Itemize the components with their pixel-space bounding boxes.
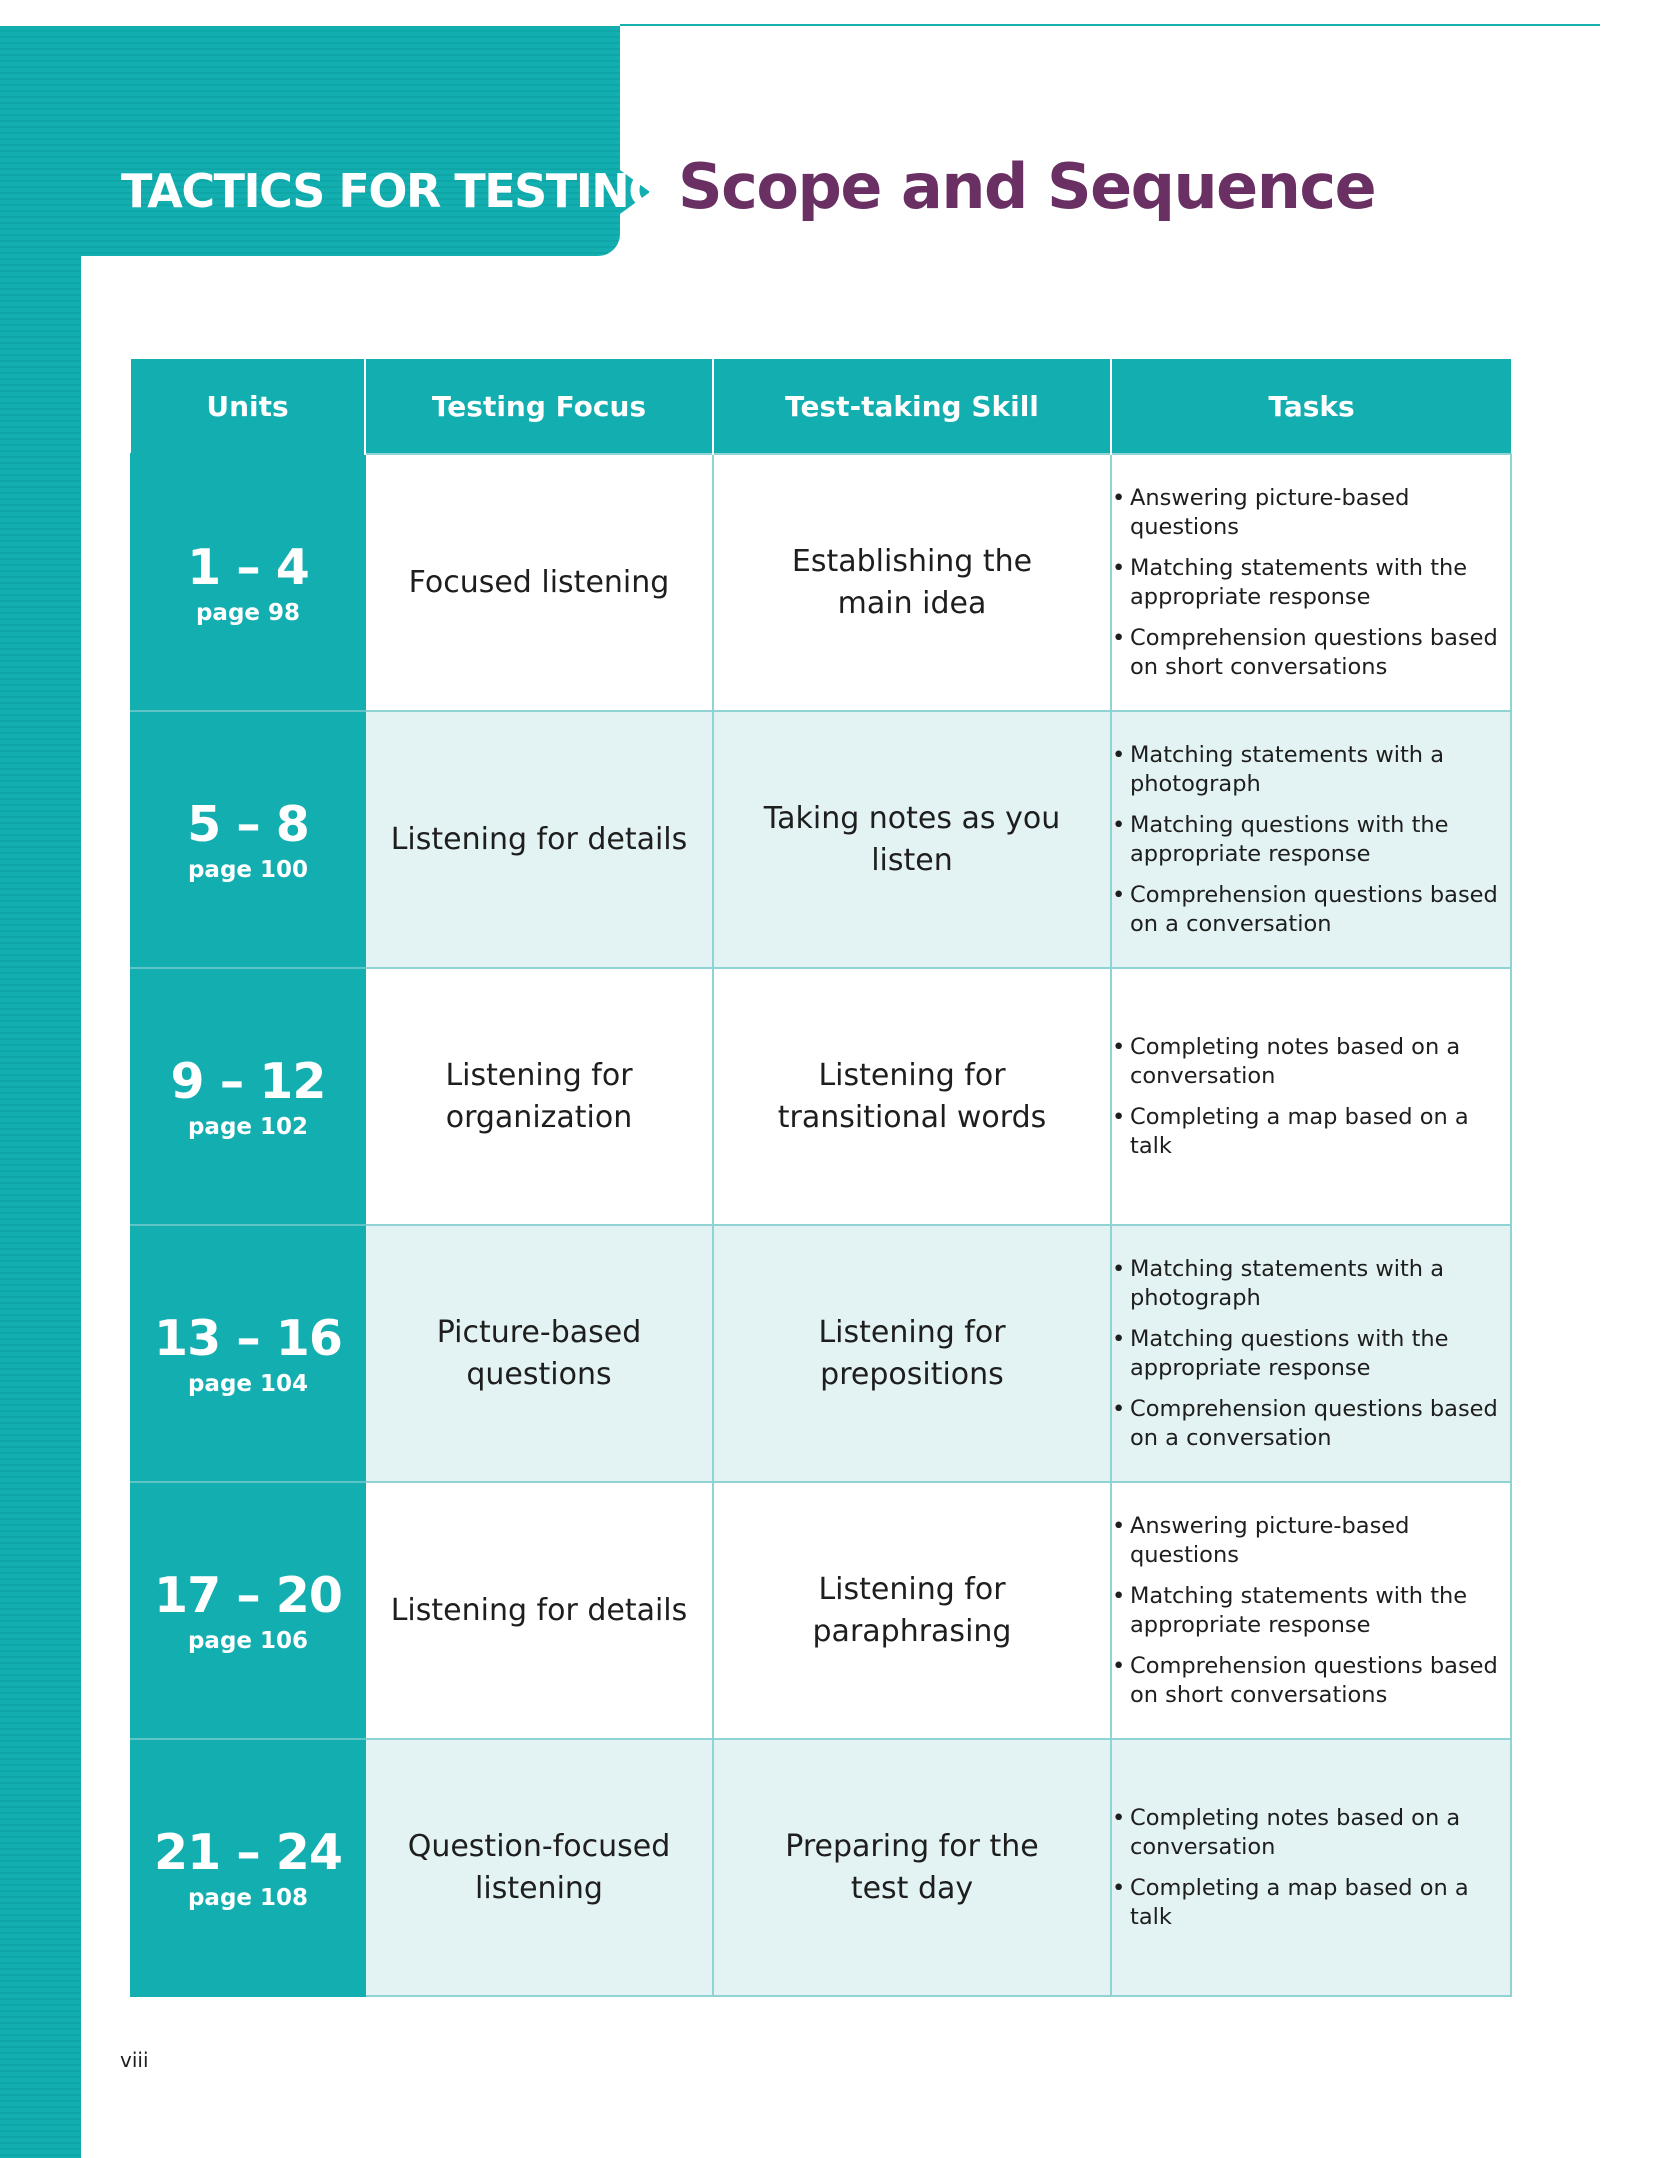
task-list [1112,484,1510,682]
unit-range: 5 – 8 [187,795,309,853]
tasks-cell [1111,1482,1511,1739]
task-item: • Matching questions with the appropriate response [1112,1325,1510,1383]
task-item: • Matching statements with a photograph [1112,1255,1510,1313]
testing-focus: Listening for details [390,821,688,857]
testing-focus: Picture-based questions [436,1314,642,1392]
task-list [1112,741,1510,939]
testing-focus: Listening for organization [445,1057,633,1135]
column-header: Tasks [1111,359,1511,454]
task-item: • Completing a map based on a talk [1112,1874,1510,1932]
unit-page-ref: page 106 [187,1627,309,1654]
tasks-cell [1111,1225,1511,1482]
test-skill-cell [713,711,1111,968]
table-row [131,454,1511,711]
units-cell [131,454,365,711]
task-item: • Answering picture-based questions [1112,1512,1510,1570]
testing-focus: Question-focused listening [407,1828,671,1906]
testing-focus-cell [365,1482,713,1739]
task-item: • Completing notes based on a conversation [1112,1033,1510,1091]
unit-range: 1 – 4 [187,538,309,596]
task-item: • Answering picture-based questions [1112,484,1510,542]
table-row [131,968,1511,1225]
task-item: • Matching questions with the appropriate response [1112,811,1510,869]
units-cell [131,1225,365,1482]
unit-range: 21 – 24 [154,1823,342,1881]
task-item: • Matching statements with the appropriate response [1112,554,1510,612]
task-item: • Comprehension questions based on short conversations [1112,1652,1510,1710]
table-header-row [131,359,1511,454]
task-item: • Comprehension questions based on a conversation [1112,881,1510,939]
testing-focus-cell [365,1225,713,1482]
column-header: Testing Focus [365,359,713,454]
unit-page-ref: page 98 [195,599,301,626]
unit-range: 17 – 20 [154,1566,342,1624]
units-cell [131,1739,365,1996]
column-header: Units [131,359,365,454]
column-header: Test-taking Skill [713,359,1111,454]
tasks-cell [1111,1739,1511,1996]
test-taking-skill: Preparing for the test day [785,1828,1039,1906]
table-row [131,1739,1511,1996]
task-item: • Comprehension questions based on a conversation [1112,1395,1510,1453]
task-list [1112,1255,1510,1453]
test-taking-skill: Establishing the main idea [791,543,1033,621]
units-cell [131,711,365,968]
task-item: • Completing a map based on a talk [1112,1103,1510,1161]
test-skill-cell [713,968,1111,1225]
testing-focus: Focused listening [408,564,670,600]
table-row [131,1482,1511,1739]
task-item: • Matching statements with a photograph [1112,741,1510,799]
task-item: • Matching statements with the appropriate response [1112,1582,1510,1640]
test-skill-cell [713,454,1111,711]
tasks-cell [1111,454,1511,711]
section-banner [0,26,620,256]
test-taking-skill: Taking notes as you listen [763,800,1061,878]
testing-focus-cell [365,454,713,711]
test-skill-cell [713,1739,1111,1996]
task-item: • Completing notes based on a conversation [1112,1804,1510,1862]
page-number: viii [120,2048,149,2072]
scope-sequence-table [130,359,1512,1997]
units-cell [131,1482,365,1739]
task-list [1112,1512,1510,1710]
units-cell [131,968,365,1225]
unit-range: 9 – 12 [170,1052,326,1110]
testing-focus: Listening for details [390,1592,688,1628]
testing-focus-cell [365,1739,713,1996]
banner-label: TACTICS FOR TESTING [121,164,665,218]
top-rule [620,24,1600,26]
left-decorative-strip [0,26,81,2158]
tasks-cell [1111,711,1511,968]
tasks-cell [1111,968,1511,1225]
task-item: • Comprehension questions based on short conversations [1112,624,1510,682]
table-row [131,711,1511,968]
table-row [131,1225,1511,1482]
task-list [1112,1804,1510,1932]
test-skill-cell [713,1482,1111,1739]
test-taking-skill: Listening for prepositions [818,1314,1006,1392]
test-taking-skill: Listening for transitional words [777,1057,1047,1135]
unit-page-ref: page 100 [187,856,309,883]
testing-focus-cell [365,711,713,968]
unit-page-ref: page 102 [187,1113,309,1140]
test-taking-skill: Listening for paraphrasing [812,1571,1012,1649]
unit-page-ref: page 104 [187,1370,309,1397]
task-list [1112,1033,1510,1161]
testing-focus-cell [365,968,713,1225]
unit-range: 13 – 16 [154,1309,342,1367]
test-skill-cell [713,1225,1111,1482]
page-title: Scope and Sequence [678,150,1376,223]
unit-page-ref: page 108 [187,1884,309,1911]
